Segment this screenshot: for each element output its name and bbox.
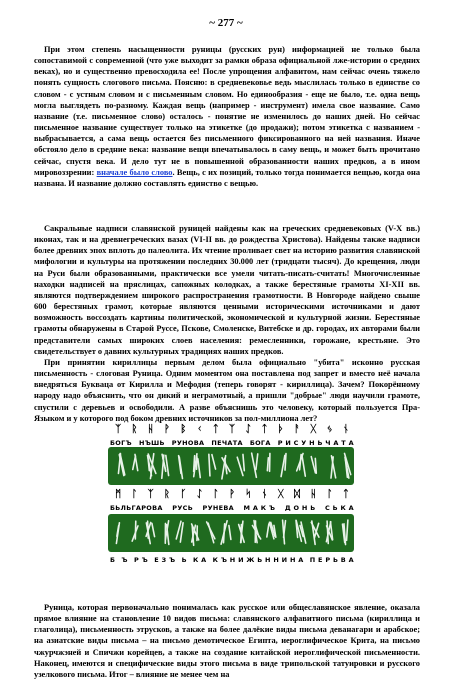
carved-rune: [192, 524, 199, 545]
rune-glyph: ᚺ: [310, 489, 316, 500]
rune-glyph: ᚹ: [164, 424, 170, 435]
rune-glyph: ᛏ: [213, 424, 219, 435]
rune-glyph: ᚺ: [148, 424, 154, 435]
rune-glyph: ᛇ: [245, 424, 251, 435]
carved-rune: [252, 453, 258, 477]
rune-glyph: ᛇ: [196, 489, 202, 500]
carved-runes-image: [108, 514, 354, 552]
carved-rune: [194, 454, 201, 478]
rune-label: Ъ: [121, 556, 127, 564]
carved-rune: [281, 454, 286, 477]
rune-glyph: ᛉ: [229, 424, 235, 435]
carved-rune: [297, 453, 306, 476]
carved-rune: [222, 456, 230, 479]
carved-rune: [283, 520, 286, 544]
rune-glyph: ᚱ: [164, 489, 170, 500]
rune-label: К Ъ Н И Ж Ь Н Н И Н А: [213, 556, 304, 564]
rune-glyph: ᛗ: [115, 489, 121, 500]
rune-glyph: ᚨ: [294, 424, 300, 435]
rune-glyph: ᛏ: [262, 424, 268, 435]
rune-glyph: ᛚ: [213, 489, 219, 500]
carved-rune: [165, 521, 169, 545]
rune-glyph: ᛉ: [148, 489, 154, 500]
rune-label: К А: [193, 556, 207, 564]
rune-label: Б: [110, 556, 115, 564]
rune-label: БЬЛЬГАРОВА: [110, 504, 163, 512]
carved-rune: [118, 453, 124, 475]
rune-glyph: ᛋ: [245, 489, 251, 500]
paragraph-1-text-a: При этом степень насыщенности руницы (русских рун) информацией не только была сопоставимой с современной (что уже выходит за рамки образа официальной лже-истории о средних веках), но и существенно превосходила ее! После упрощения алфавитом, нам сейчас очень тяжело понять сущность слогового письма. Поясню: в средневековье ведь мыслилась только в единстве со словом - с устным словом и с письменным словом. Но единообразия - еще не было, т.е. одна вещь могла выглядеть по-разному. Каждая вещь (например - инструмент) имела свое название. Само название (т.е. письменное слово) осталось - понятие не изменилось до наших дней. Но сейчас письменное название существует только на этикетке (до продажи); потом этикетка с названием - выбрасывается, а сама вещь остается без письменного фиксированного на ней названия. Иначе обстояло дело в средние века: название вещи впечатывалось в саму вещь, и может быть прочитано сейчас, спустя века. И дело тут не в повышенной образованности наших предков, а в ином мировоззрении:: [34, 45, 420, 177]
rune-label: БОГЪ: [110, 439, 132, 447]
rune-glyph: ᛏ: [343, 489, 349, 500]
row2-labels: [110, 504, 354, 512]
rune-glyph: ᚴ: [180, 489, 186, 500]
stone-band-2: [108, 514, 354, 552]
rune-label: ПЕЧАТА: [211, 439, 242, 447]
rune-glyph: ᚷ: [310, 424, 316, 435]
carved-rune: [342, 520, 347, 545]
rune-label: Р Ъ: [134, 556, 148, 564]
carved-rune: [311, 521, 319, 544]
rune-glyph: ᛃ: [327, 424, 333, 435]
paragraph-1-text-b: . Вещь, с их позиций, только тогда понимается вещью, когда она названа. И название должно составлять единство с вещью.: [34, 168, 420, 188]
carved-rune: [176, 521, 183, 542]
paragraph-2: Сакральные надписи славянской руницей найдены как на греческих средневековых (V-X вв.) иконах, так и на древнегреческих вазах (VI-II вв. до рождества Христова). Найдены также надписи более древних эпох вплоть до палеолита. Их чтение проливает свет на историю развития славянской мифологии и культуры на протяжении последних 30.000 лет (тридцати тысяч). До крещения, люди на Руси были образованными, практически все умели читать-писать-считать! Многочисленные находки надписей на пряслицах, сапожных колодках, а также берестяные грамоты XI-XII вв. являются подтверждением широкого распространения грамотности. В Новгороде найдено свыше 600 берестяных грамот, которые являются ценными историческими источниками и дают возможность воссоздать картины политической, экономической и культурной жизни. Берестяные грамоты обнаружены в Старой Руссе, Пскове, Смоленске, Витебске и др. городах, их авторами были представители самых широких слоев населения: ремесленники, горожане, крестьяне. Это свидетельствует о давних культурных традициях наших предков.: [34, 223, 420, 357]
carved-rune: [267, 453, 270, 471]
carved-runes-image: [108, 447, 354, 485]
carved-rune: [296, 520, 306, 543]
rune-glyph: ᛞ: [294, 489, 300, 500]
rune-glyph: ᚦ: [278, 424, 284, 435]
rune-label: П Е Р Ь В А: [310, 556, 354, 564]
carved-rune: [133, 454, 138, 470]
row1-labels: [110, 439, 354, 447]
rune-glyph: ᚲ: [196, 424, 202, 435]
highlight-link[interactable]: вначале было слово: [97, 168, 173, 177]
rune-label: С Ь К А: [325, 504, 354, 512]
page-number: ~ 277 ~: [0, 17, 452, 29]
carved-rune: [209, 454, 216, 476]
rune-label: РУСЬ: [172, 504, 193, 512]
rune-label: РУНОВА: [172, 439, 205, 447]
rune-label: РУНЕВА: [203, 504, 234, 512]
rune-glyph: ᛚ: [327, 489, 333, 500]
stone-band-1: [108, 447, 354, 485]
rune-label: М А К Ъ: [244, 504, 276, 512]
carved-rune: [326, 521, 332, 543]
paragraph-3: При принятии кириллицы первым делом была официально "убита" исконно русская письменность - слоговая Руница. Одним моментом она поставлена под запрет и вместо неё начала внедряться Букваца от Кирилла и Мефодия (теперь говорят - кириллица). Зачем? Покорённому народу надо объяснить, что он дикий и неграмотный, а пришли "добрые" люди научили грамоте, спустили с деревьев и освободили. А разве объяснишь это человеку, который пользуется Пра-Языком и у которого под боком древних источников за пол-миллиона лет?: [34, 357, 420, 424]
carved-rune: [207, 522, 215, 543]
rune-glyph: ᛉ: [115, 424, 121, 435]
carved-rune: [116, 523, 119, 544]
paragraph-4: [34, 602, 420, 680]
carved-rune: [252, 521, 260, 543]
runic-inscription-figure: [102, 423, 360, 593]
rune-glyph: ᚾ: [343, 424, 349, 435]
rune-label: Е З Ъ: [154, 556, 175, 564]
paragraph-2-3: [34, 223, 420, 424]
carved-rune: [148, 454, 156, 479]
rune-label: НЪШЬ: [139, 439, 165, 447]
paragraph-1: [34, 44, 420, 189]
rune-glyph: ᛒ: [180, 424, 186, 435]
carved-rune: [239, 521, 245, 542]
rune-glyph: ᚱ: [131, 424, 137, 435]
rune-label: Ь: [182, 556, 187, 564]
rune-glyph: ᚷ: [278, 489, 284, 500]
carved-rune: [162, 454, 169, 478]
carved-rune: [345, 453, 351, 478]
carved-rune: [311, 457, 316, 474]
row2-glyphs: [110, 489, 354, 500]
rune-glyph: ᚾ: [262, 489, 268, 500]
carved-rune: [179, 456, 183, 479]
row1-glyphs: [110, 424, 354, 435]
carved-rune: [267, 522, 276, 539]
rune-label: Р И С У Н Ь Ч А Т А: [278, 439, 354, 447]
row3-labels: [110, 556, 354, 564]
carved-rune: [237, 454, 244, 475]
carved-rune: [331, 456, 336, 478]
carved-rune: [146, 521, 154, 543]
carved-rune: [221, 521, 231, 544]
carved-rune: [132, 521, 138, 541]
rune-label: Д О Н Ь: [285, 504, 316, 512]
rune-glyph: ᛚ: [131, 489, 137, 500]
rune-label: БОГА: [250, 439, 271, 447]
paragraph-4-text: Руница, которая первоначально понималась как русское или общеславянское явление, оказала прямое влияние на становление 10 видов письма: славянского алфавитного письма (кириллица и глаголица), письменность этрусков, а также на более далёкие виды письма деванагари и арабское; на азиатские виды письма – на письмо демотическое Египта, иероглифическое Крита, на письмо чжурчжэней и Спичжи корейцев, а также на создание китайской иероглифической письменности. Наконец, имеются и специфические виды этого письма в виде трипольской татуировки и русского узелкового письма. Итог – влияние не менее чем на: [34, 602, 420, 680]
rune-glyph: ᚹ: [229, 489, 235, 500]
